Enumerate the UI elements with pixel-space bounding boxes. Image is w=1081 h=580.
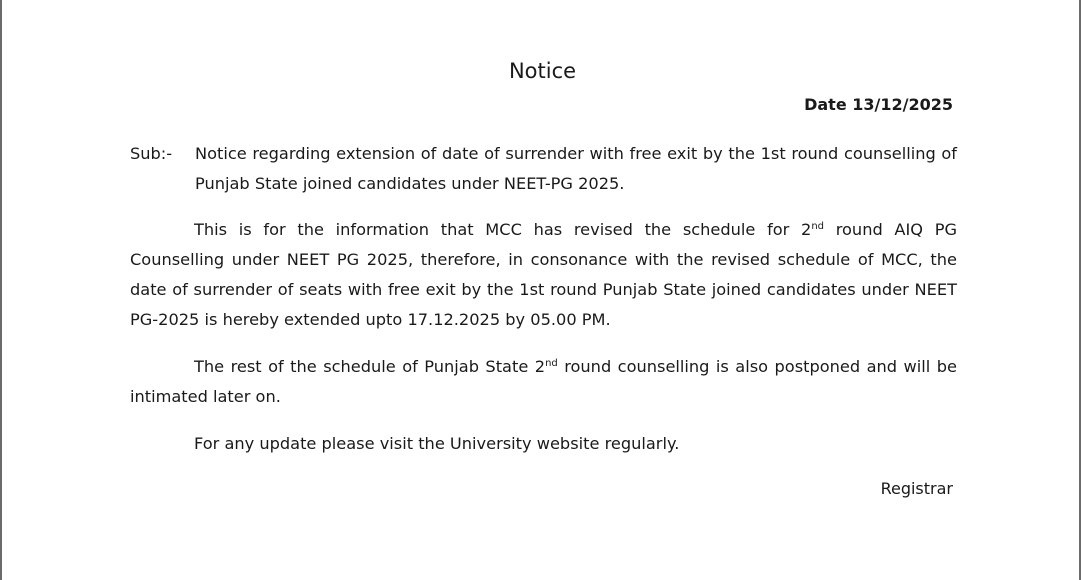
paragraph-update-advice: For any update please visit the University website regularly. bbox=[194, 434, 680, 453]
notice-title: Notice bbox=[508, 59, 577, 83]
paragraph-revised-schedule bbox=[130, 215, 957, 335]
subject-text: Notice regarding extension of date of surrender with free exit by the 1st round counselling of Punjab State joined candidates under NEET-PG 2025. bbox=[195, 144, 957, 193]
paragraph2-text-after: round counselling is also postponed and will be intimated later on. bbox=[130, 357, 957, 406]
paragraph2-text-before: The rest of the schedule of Punjab State 2 bbox=[194, 357, 546, 376]
paragraph1-ordinal-suffix: nd bbox=[811, 221, 825, 232]
subject-label: Sub:- bbox=[130, 144, 173, 163]
paragraph-postponed bbox=[130, 352, 957, 412]
paragraph1-text-after: round AIQ PG Counselling under NEET PG 2025, therefore, in consonance with the revised schedule of MCC, the date of surrender of seats with free exit by the 1st round Punjab State joined candidates under NEET PG-2025 is hereby extended upto 17.12.2025 by 05.00 PM. bbox=[130, 220, 958, 329]
paragraph1-text-before: This is for the information that MCC has revised the schedule for 2 bbox=[194, 220, 812, 239]
notice-date: Date 13/12/2025 bbox=[804, 95, 953, 114]
paragraph2-ordinal-suffix: nd bbox=[545, 358, 558, 369]
signature-registrar: Registrar bbox=[880, 479, 953, 498]
subject-block bbox=[130, 139, 957, 199]
